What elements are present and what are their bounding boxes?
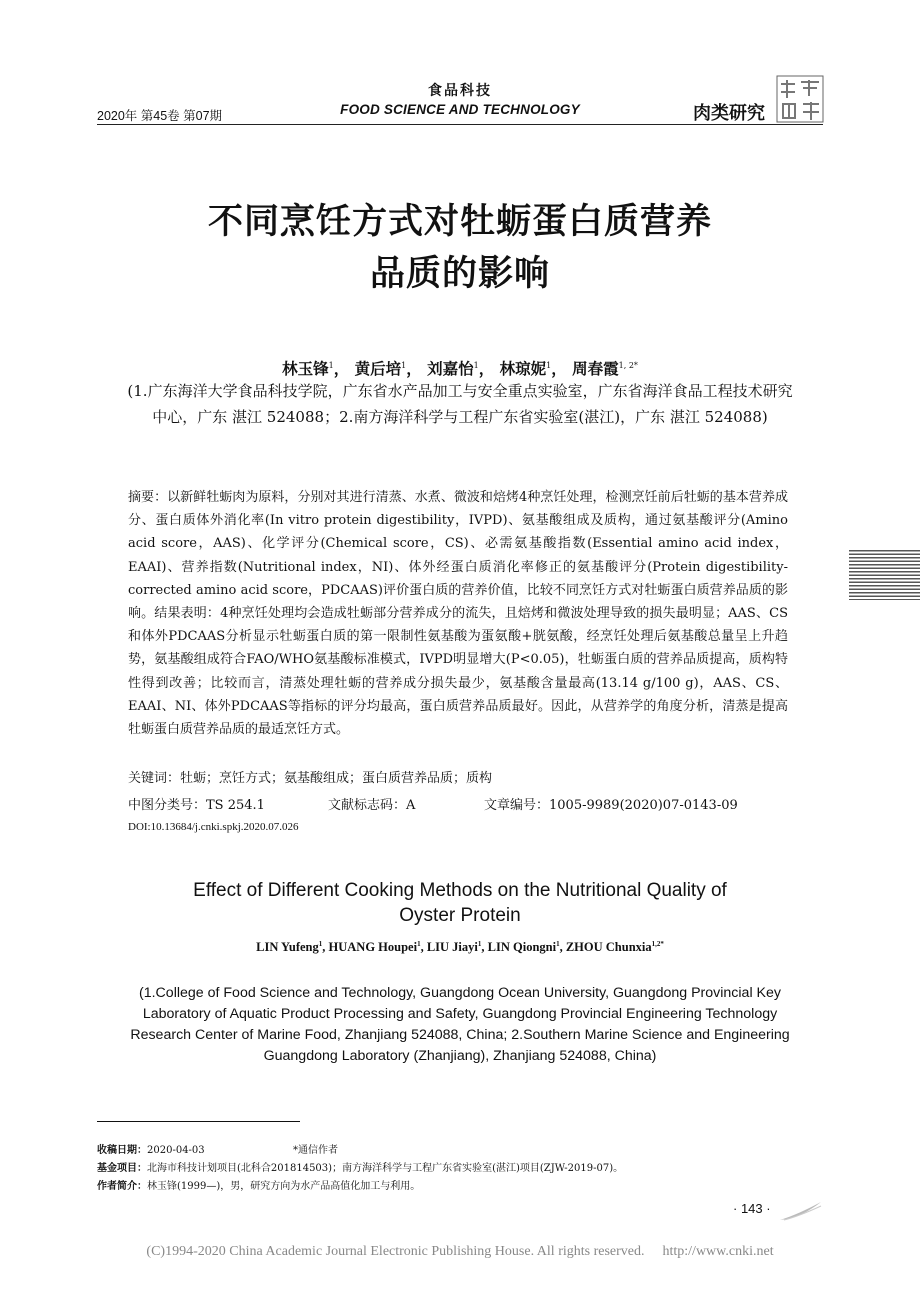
doi: DOI:10.13684/j.cnki.spkj.2020.07.026 — [128, 821, 299, 833]
author-cn: 林琼妮 — [499, 359, 547, 378]
bio-label: 作者简介： — [97, 1181, 147, 1192]
title-cn-line-2: 品质的影响 — [369, 253, 550, 294]
author-en-affil: 1,2* — [651, 940, 664, 948]
author-en: HUANG Houpei — [328, 940, 418, 955]
received-label: 收稿日期： — [97, 1145, 147, 1156]
author-cn-affil: 1 — [546, 360, 552, 370]
fund-info — [97, 1159, 623, 1174]
swoosh-icon — [778, 1200, 823, 1222]
fund-label: 基金项目： — [97, 1163, 147, 1174]
affiliation-en: (1.College of Food Science and Technology, Guangdong Ocean University, Guangdong Provincial Key Laboratory of Aquatic Product Processing and Safety, Guangdong Provincial Engineering Technology Research Center of Marine Food, Zhanjiang 524088, China; 2.Southern Marine Science and Engineering Guangdong Laboratory (Zhanjiang), Zhanjiang 524088, China) — [130, 985, 790, 1064]
article-number-label: 文章编号： — [484, 797, 550, 812]
paper-title-en — [0, 878, 920, 928]
author-cn-affil: 1 — [328, 360, 334, 370]
keywords-label: 关键词： — [128, 770, 181, 785]
author-cn: 周春霞 — [572, 359, 619, 378]
abstract-text: 以新鲜牡蛎肉为原料，分别对其进行清蒸、水煮、微波和焙烤4种烹饪处理，检测烹饪前后牡蛎的基本营养成分、蛋白质体外消化率(In vitro protein digestibility，IVPD)、氨基酸组成及质构，通过氨基酸评分(Amino acid score，AAS)、化学评分(Chemical score，CS)、必需氨基酸指数(Essential amino acid index，EAAI)、营养指数(Nutritional index，NI)、体外经蛋白质消化率修正的氨基酸评分(Protein digestibility-corrected amino acid score，PDCAAS)评价蛋白质的营养价值，比较不同烹饪方式对牡蛎蛋白质营养品质的影响。结果表明：4种烹饪处理均会造成牡蛎部分营养成分的流失，且焙烤和微波处理导致的损失最明显；AAS、CS和体外PDCAAS分析显示牡蛎蛋白质的第一限制性氨基酸为蛋氨酸+胱氨酸，经烹饪处理后氨基酸总量呈上升趋势，氨基酸组成符合FAO/WHO氨基酸标准模式，IVPD明显增大(P<0.05)，牡蛎蛋白质的营养品质提高，质构特性得到改善；比较而言，清蒸处理牡蛎的营养成分损失最少，氨基酸含量最高(13.14 g/100 g)，AAS、CS、EAAI、NI、体外PDCAAS等指标的评分均最高，蛋白质营养品质最好。因此，从营养学的角度分析，清蒸是提高牡蛎蛋白质营养品质的最适烹饪方式。 — [128, 490, 788, 738]
clc-label: 中图分类号： — [128, 797, 207, 812]
author-en-affil: 1 — [477, 940, 482, 948]
affiliation-cn: (1.广东海洋大学食品科技学院，广东省水产品加工与安全重点实验室，广东省海洋食品工程技术研究中心，广东 湛江 524088；2.南方海洋科学与工程广东省实验室(湛江)，广东 湛江 524088) — [127, 382, 793, 426]
author-cn: 林玉锋 — [282, 359, 329, 378]
doc-code-label: 文献标志码： — [328, 797, 407, 812]
author-en-affil: 1 — [318, 940, 323, 948]
author-en: ZHOU Chunxia — [565, 940, 652, 955]
title-en-line-2: Oyster Protein — [399, 905, 521, 926]
keywords-text: 牡蛎；烹饪方式；氨基酸组成；蛋白质营养品质；质构 — [180, 771, 493, 786]
classification-line — [128, 794, 788, 813]
article-number-field — [484, 794, 738, 813]
author-cn-affil: 1 — [401, 360, 407, 370]
copyright-text: (C)1994-2020 China Academic Journal Electronic Publishing House. All rights reserved. — [146, 1244, 645, 1259]
abstract — [128, 485, 788, 741]
footnote-rule — [97, 1121, 300, 1122]
author-cn-affil: 1, 2* — [618, 360, 638, 370]
issue-info: 2020年 第45卷 第07期 — [97, 109, 223, 123]
author-list-en: LIN Yufeng$^1$, HUANG Houpei$^1$, LIU Jiayi$^1$, LIN Qiongni$^1$, ZHOU Chunxia$^{1,2*}$ — [256, 940, 664, 955]
fund-value: 北海市科技计划项目(北科合201814503)；南方海洋科学与工程广东省实验室(湛江)项目(ZJW-2019-07)。 — [147, 1163, 624, 1174]
author-cn-affil: 1 — [473, 360, 479, 370]
received-value: 2020-04-03 — [147, 1145, 205, 1156]
doc-code-field — [328, 794, 484, 813]
section-name: 肉类研究 — [693, 103, 765, 123]
title-cn-line-1: 不同烹饪方式对牡蛎蛋白质营养 — [207, 201, 712, 242]
author-bio — [97, 1177, 420, 1192]
title-en-line-1: Effect of Different Cooking Methods on the Nutritional Quality of — [193, 880, 727, 901]
cnki-link[interactable]: http://www.cnki.net — [662, 1244, 774, 1259]
corresponding-note: *通信作者 — [293, 1145, 338, 1156]
keywords — [128, 767, 492, 786]
received-date — [97, 1141, 205, 1156]
author-en-affil: 1 — [556, 940, 560, 948]
author-list-cn: 林玉锋$^1$， 黄后培$^1$， 刘嘉怡$^1$， 林琼妮$^1$， 周春霞$^{1, 2*}$ — [282, 359, 638, 378]
page-number: · 143 · — [733, 1201, 771, 1216]
journal-name-cn: 食品科技 — [428, 82, 492, 98]
author-en: LIU Jiayi — [426, 940, 478, 955]
bio-value: 林玉锋(1999—)，男，研究方向为水产品高值化加工与利用。 — [147, 1181, 421, 1192]
abstract-label: 摘要： — [128, 489, 168, 504]
header-rule — [97, 124, 823, 125]
author-en: LIN Yufeng — [256, 940, 319, 955]
author-cn: 黄后培 — [354, 359, 402, 378]
copyright-footer — [0, 1244, 920, 1260]
author-cn: 刘嘉怡 — [427, 359, 474, 378]
paper-title-cn — [0, 196, 920, 300]
journal-seal-logo — [775, 74, 825, 124]
side-tab-marker — [849, 550, 920, 600]
journal-name-en: FOOD SCIENCE AND TECHNOLOGY — [340, 102, 580, 117]
author-en-affil: 1 — [417, 940, 421, 948]
clc-field — [128, 794, 328, 813]
author-en: LIN Qiongni — [487, 940, 557, 955]
article-number-value: 1005-9989(2020)07-0143-09 — [549, 798, 738, 813]
doc-code-value: A — [406, 798, 416, 813]
clc-value: TS 254.1 — [206, 798, 265, 813]
